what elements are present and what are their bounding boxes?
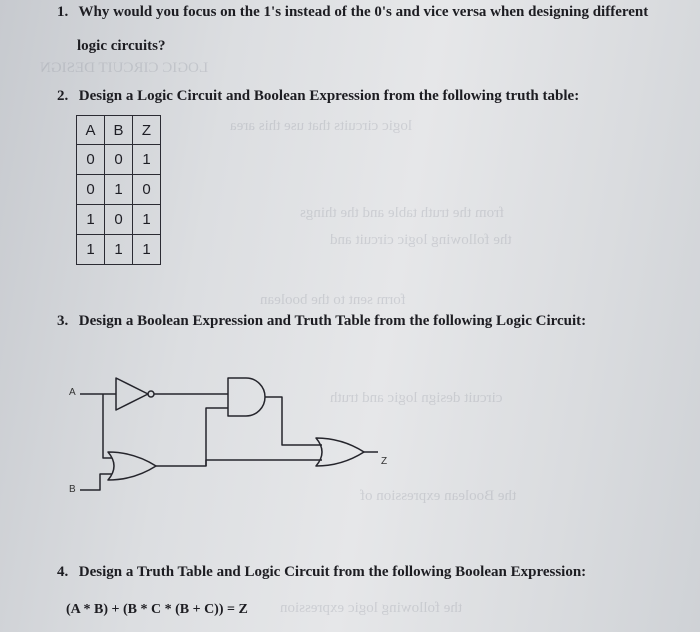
not-gate-bubble (148, 391, 154, 397)
question-3 (57, 311, 586, 331)
question-4-number: 4. (57, 564, 69, 580)
question-2-text: Design a Logic Circuit and Boolean Expression from the following truth table: (78, 88, 580, 104)
or-gate-1 (108, 452, 156, 480)
question-3-text: Design a Boolean Expression and Truth Table from the following Logic Circuit: (78, 313, 587, 329)
truth-table-cell: 1 (77, 235, 105, 265)
truth-table-cell: 0 (105, 205, 133, 235)
question-4 (57, 562, 586, 582)
question-1-continuation: logic circuits? (77, 38, 166, 54)
truth-table-row (77, 175, 161, 205)
truth-table (76, 115, 161, 265)
truth-table-header-row (77, 116, 161, 145)
input-b-label: B (69, 484, 76, 495)
truth-table-cell: 1 (77, 205, 105, 235)
logic-circuit-diagram (60, 370, 390, 505)
truth-table-cell: 1 (105, 235, 133, 265)
question-1-number: 1. (57, 4, 69, 20)
truth-table-header-b: B (105, 116, 133, 145)
input-a-branch-wire (103, 394, 112, 458)
input-b-wire (80, 474, 112, 490)
question-2 (57, 86, 579, 106)
truth-table-header-z: Z (133, 116, 161, 145)
truth-table-row (77, 205, 161, 235)
truth-table-cell: 0 (77, 175, 105, 205)
not-gate (116, 378, 148, 410)
truth-table-header-a: A (77, 116, 105, 145)
truth-table-cell: 0 (105, 145, 133, 175)
input-a-label: A (69, 387, 76, 398)
and-output-wire (265, 397, 322, 445)
question-4-text: Design a Truth Table and Logic Circuit from the following Boolean Expression: (78, 564, 587, 580)
question-3-number: 3. (57, 313, 69, 329)
truth-table-cell: 1 (133, 145, 161, 175)
or-gate-2-bottom-wire (206, 460, 322, 466)
or1-output-wire (156, 408, 228, 466)
truth-table-row (77, 235, 161, 265)
and-gate (228, 378, 265, 416)
output-z-label: Z (381, 456, 388, 467)
question-2-number: 2. (57, 88, 69, 104)
truth-table-cell: 1 (105, 175, 133, 205)
truth-table-cell: 1 (133, 235, 161, 265)
truth-table-row (77, 145, 161, 175)
or-gate-2 (316, 438, 364, 466)
question-1-text: Why would you focus on the 1's instead of the 0's and vice versa when designing different (78, 4, 649, 20)
boolean-expression: (A * B) + (B * C * (B + C)) = Z (66, 602, 248, 617)
truth-table-cell: 1 (133, 205, 161, 235)
truth-table-cell: 0 (77, 145, 105, 175)
question-1 (57, 2, 648, 22)
truth-table-cell: 0 (133, 175, 161, 205)
